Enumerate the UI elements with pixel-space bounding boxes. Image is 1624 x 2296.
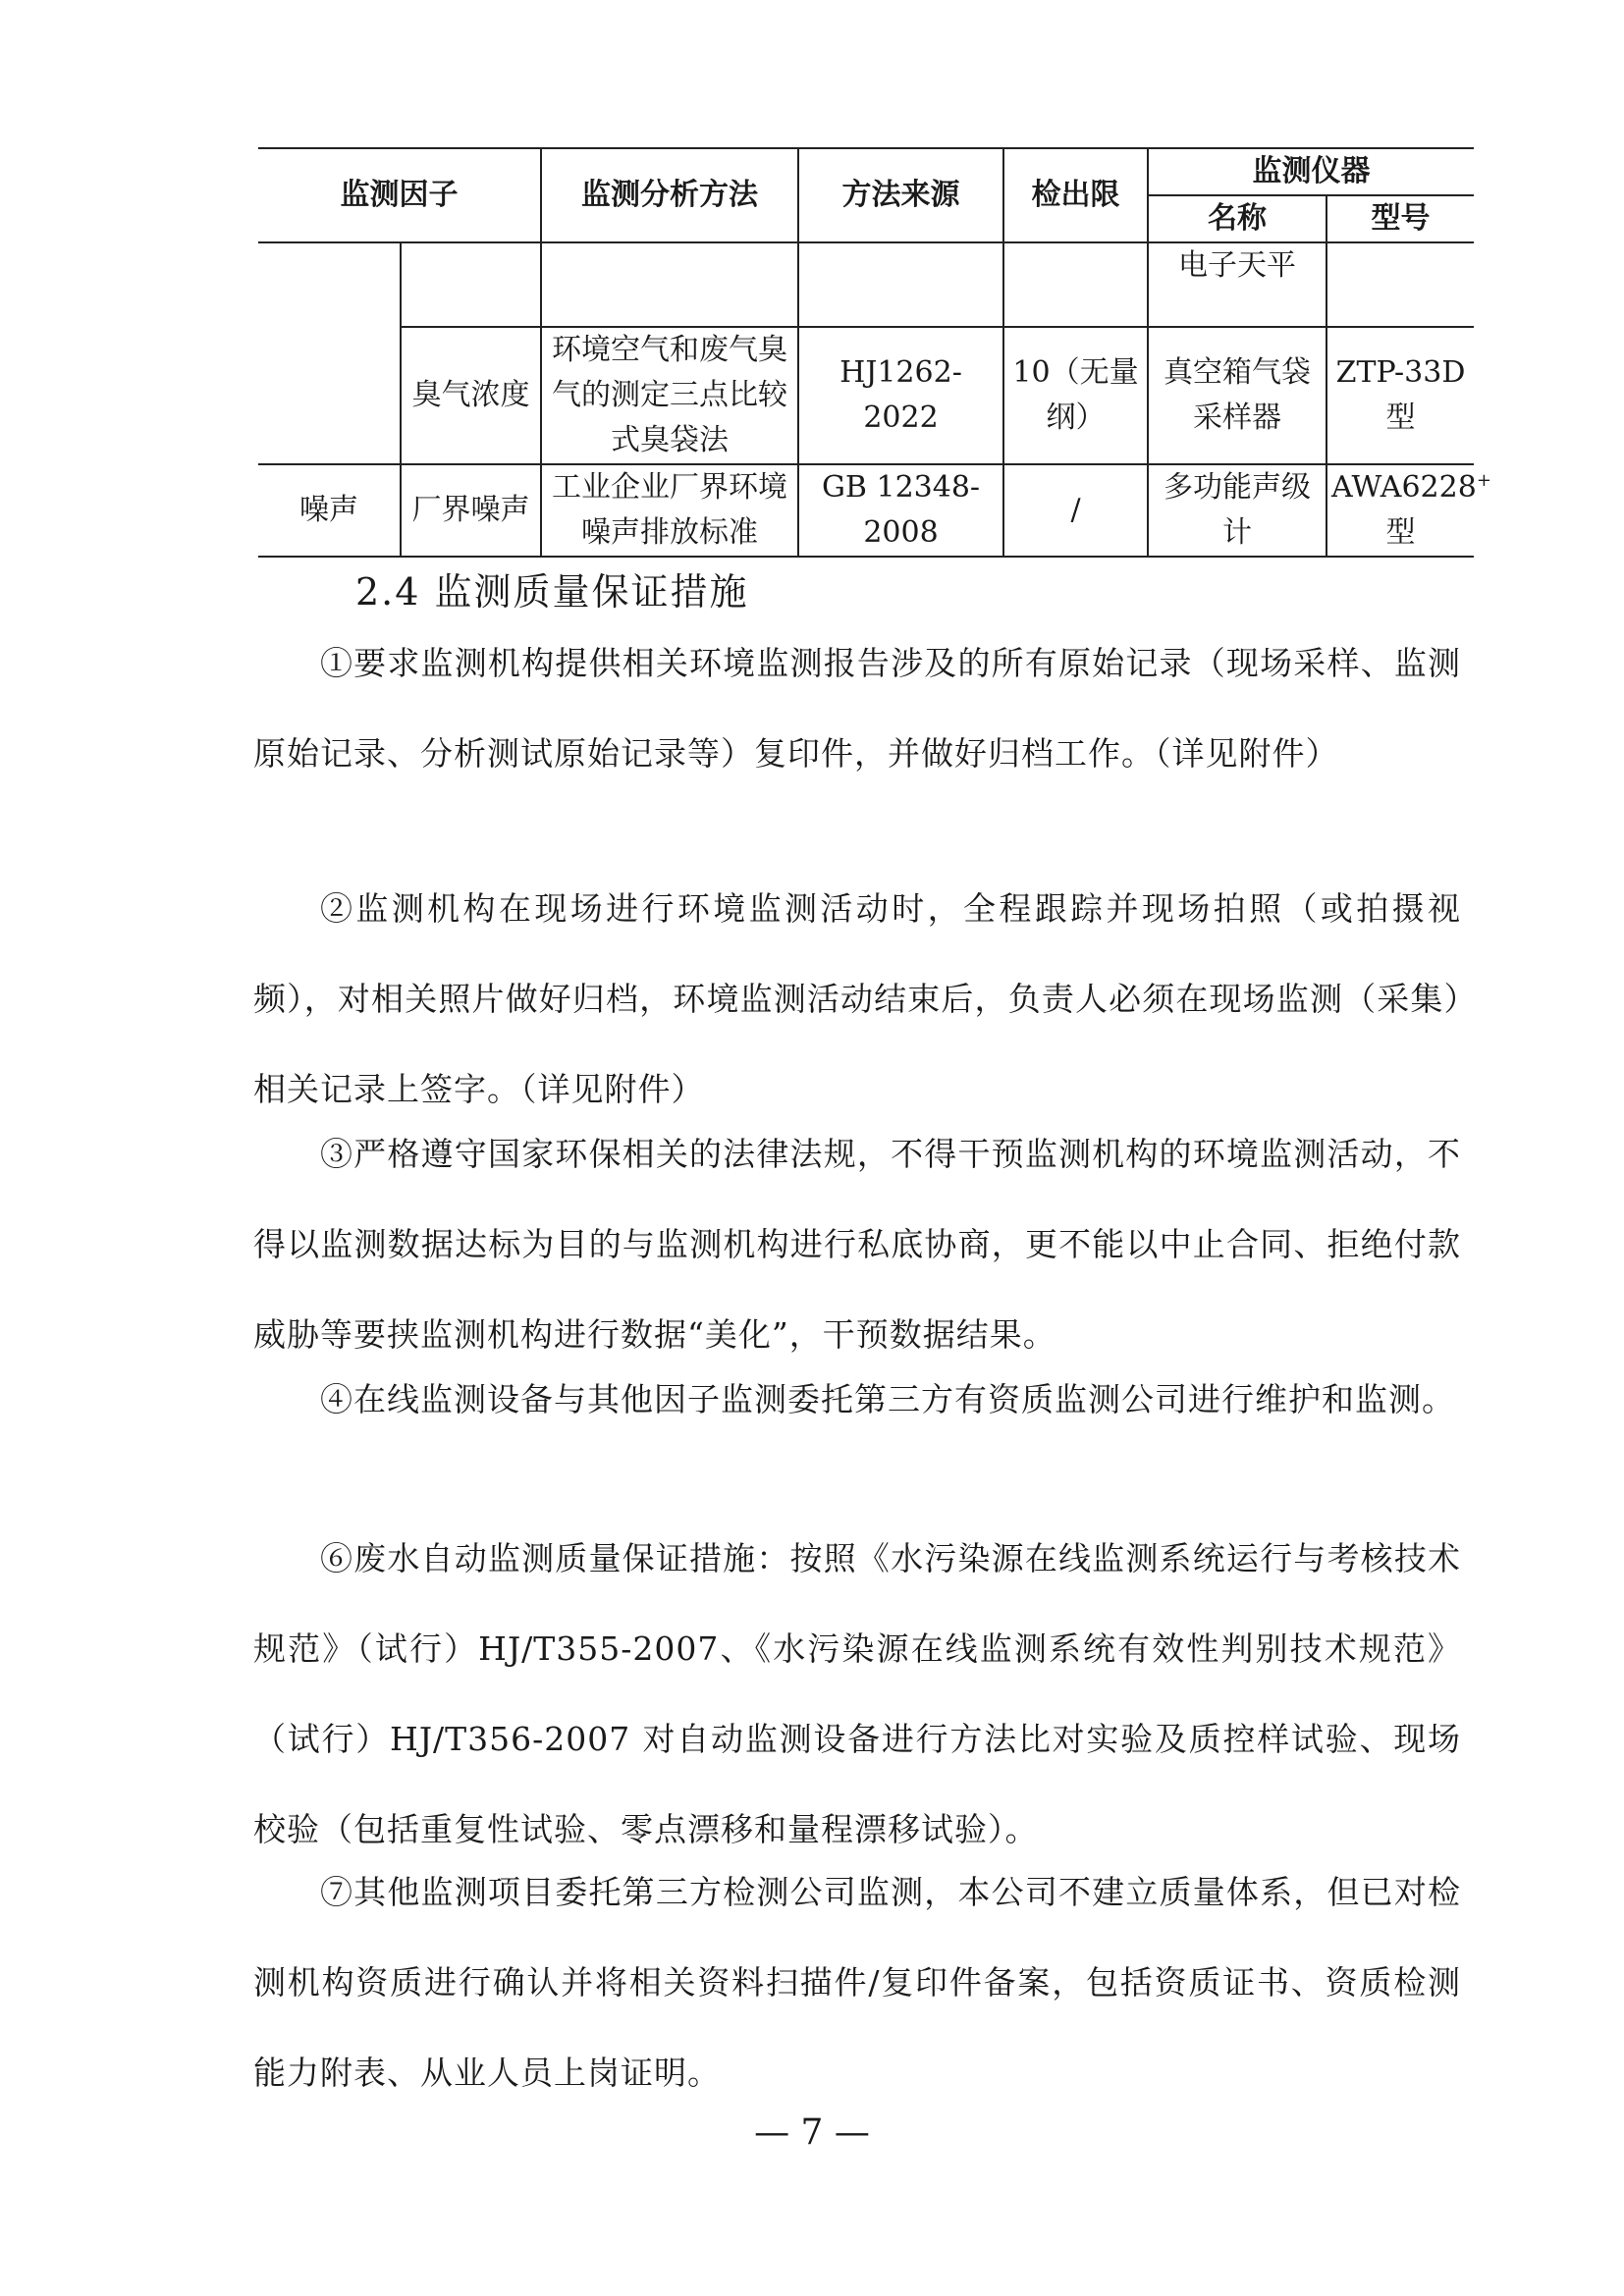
cell-source: HJ1262-2022 xyxy=(798,327,1003,464)
paragraph: ③严格遵守国家环保相关的法律法规，不得干预监测机构的环境监测活动，不得以监测数据达标为目的与监测机构进行私底协商，更不能以中止合同、拒绝付款威胁等要挟监测机构进行数据“美化”，干预数据结果。 xyxy=(253,1135,1461,1354)
cell-instrument-model: ZTP-33D型 xyxy=(1326,327,1474,464)
paragraph: ①要求监测机构提供相关环境监测报告涉及的所有原始记录（现场采样、监测原始记录、分析测试原始记录等）复印件，并做好归档工作。（详见附件） xyxy=(253,644,1461,773)
cell-instrument-name: 真空箱气袋采样器 xyxy=(1148,327,1326,464)
paragraph: ⑦其他监测项目委托第三方检测公司监测，本公司不建立质量体系，但已对检测机构资质进行确认并将相关资料扫描件/复印件备案，包括资质证书、资质检测能力附表、从业人员上岗证明。 xyxy=(253,1873,1461,2092)
cell-source: GB 12348-2008 xyxy=(798,464,1003,557)
cell-limit: 10（无量纲） xyxy=(1003,327,1148,464)
cell-sub-factor: 臭气浓度 xyxy=(401,327,541,464)
table-header-row xyxy=(258,148,1474,195)
header-source: 方法来源 xyxy=(798,148,1003,242)
paragraph: ⑥废水自动监测质量保证措施：按照《水污染源在线监测系统运行与考核技术规范》（试行）HJ/T355-2007、《水污染源在线监测系统有效性判别技术规范》（试行）HJ/T356-2007 对自动监测设备进行方法比对实验及质控样试验、现场校验（包括重复性试验、零点漂移和量程漂移试验）。 xyxy=(253,1539,1461,1848)
header-limit: 检出限 xyxy=(1003,148,1148,242)
paragraph: ④在线监测设备与其他因子监测委托第三方有资质监测公司进行维护和监测。 xyxy=(320,1380,1455,1418)
cell-method: 工业企业厂界环境噪声排放标准 xyxy=(541,464,798,557)
cell-instrument-model xyxy=(1326,464,1491,557)
cell-sub-factor xyxy=(401,242,541,327)
section-title: 2.4 监测质量保证措施 xyxy=(355,570,749,614)
cell-instrument-name: 多功能声级计 xyxy=(1148,464,1326,557)
cell-factor: 噪声 xyxy=(258,464,401,557)
cell-limit xyxy=(1003,242,1148,327)
header-factor: 监测因子 xyxy=(258,148,541,242)
monitoring-table xyxy=(258,147,1491,558)
model-suffix: 型 xyxy=(1385,515,1416,550)
table-row xyxy=(258,327,1474,464)
header-method: 监测分析方法 xyxy=(541,148,798,242)
paragraph: ②监测机构在现场进行环境监测活动时，全程跟踪并现场拍照（或拍摄视频），对相关照片做好归档，环境监测活动结束后，负责人必须在现场监测（采集）相关记录上签字。（详见附件） xyxy=(253,889,1461,1108)
cell-method xyxy=(541,242,798,327)
cell-instrument-name: 电子天平 xyxy=(1148,242,1326,327)
table-row xyxy=(258,242,1474,327)
model-number: AWA6228 xyxy=(1331,470,1477,505)
cell-limit: / xyxy=(1003,464,1148,557)
page-number: — 7 — xyxy=(754,2112,870,2153)
model-superscript: + xyxy=(1476,470,1491,491)
table-row xyxy=(258,464,1474,557)
header-instrument-model: 型号 xyxy=(1326,195,1474,242)
cell-source xyxy=(798,242,1003,327)
cell-sub-factor: 厂界噪声 xyxy=(401,464,541,557)
cell-instrument-model xyxy=(1326,242,1474,327)
header-instrument: 监测仪器 xyxy=(1148,148,1474,195)
header-instrument-name: 名称 xyxy=(1148,195,1326,242)
cell-factor xyxy=(258,242,401,464)
cell-method: 环境空气和废气臭气的测定三点比较式臭袋法 xyxy=(541,327,798,464)
